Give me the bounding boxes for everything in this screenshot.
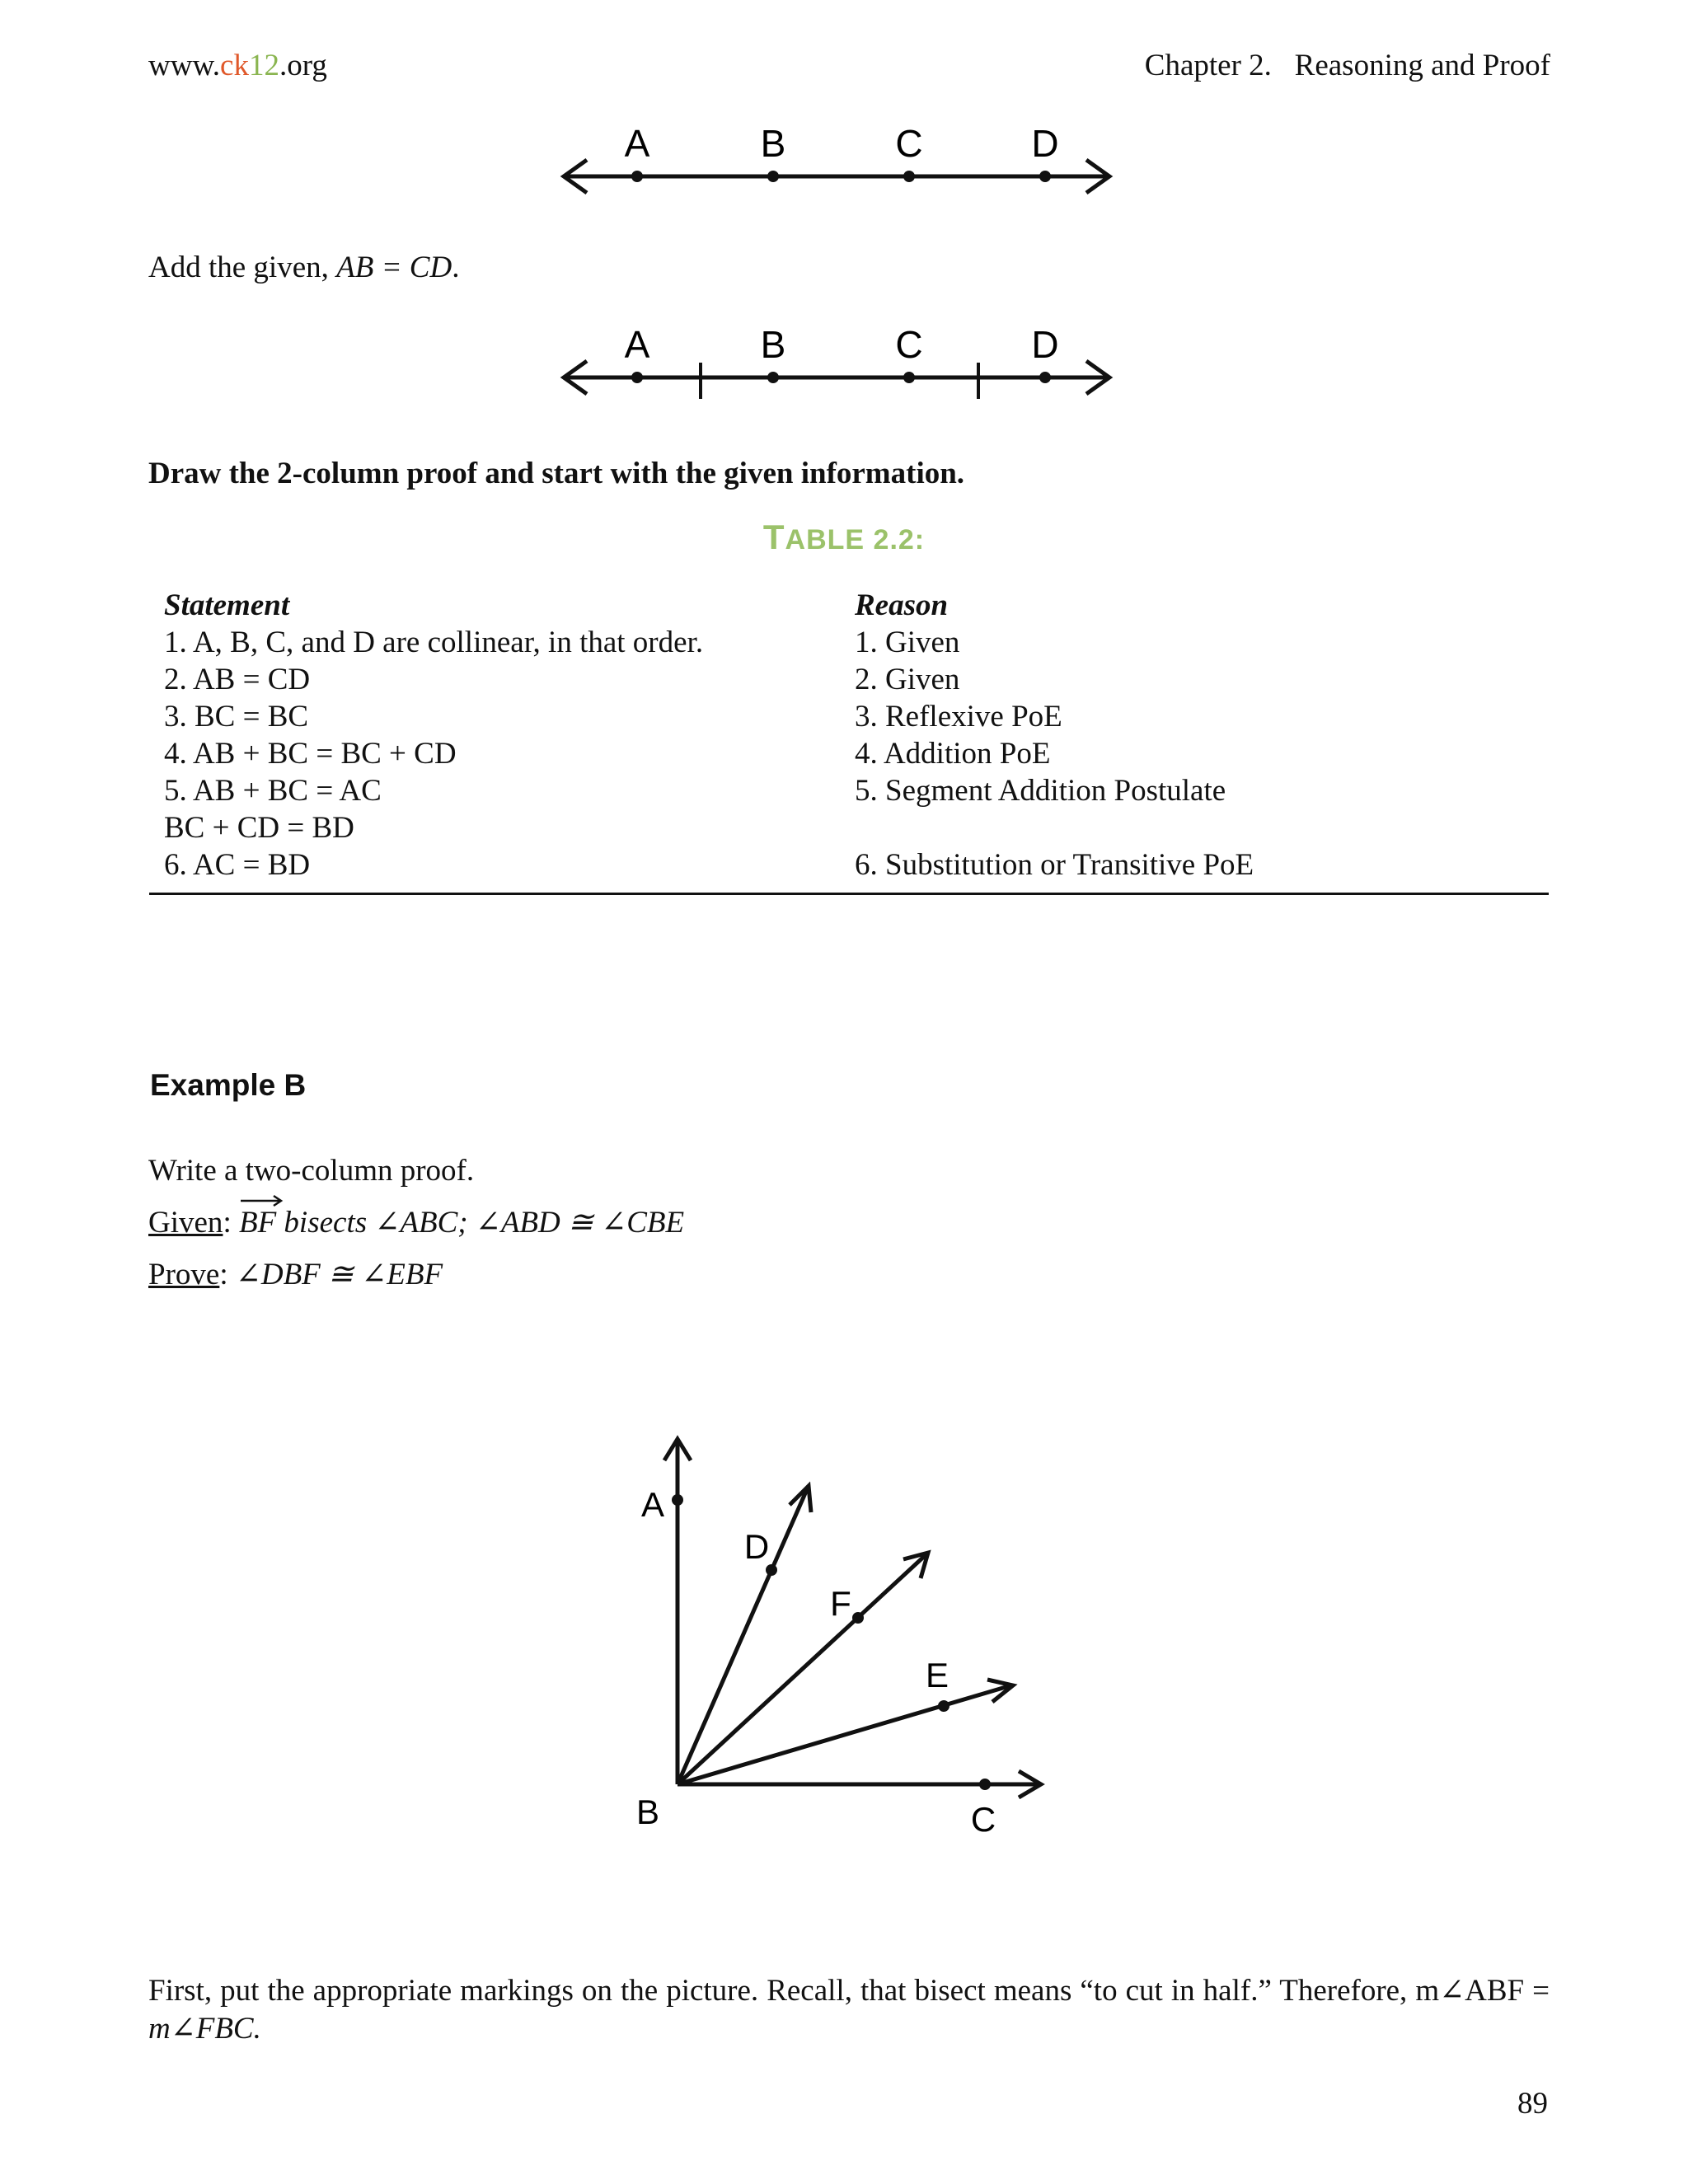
statement-row-3: 3. BC = BC	[164, 700, 309, 733]
reason-row-1: 1. Given	[855, 626, 960, 659]
intro-given-math: AB = CD	[336, 251, 452, 284]
site-url[interactable]	[148, 48, 327, 83]
label-c-2: C	[895, 323, 923, 366]
intro-given-suffix: .	[452, 251, 460, 284]
label-d-3: D	[743, 1527, 770, 1566]
table-title-first: T	[762, 518, 785, 556]
point-b-2	[767, 372, 779, 383]
angle-rays-figure	[610, 1418, 1071, 1846]
given-label: Given	[148, 1206, 223, 1240]
closing-line-1: First, put the appropriate markings on the picture. Recall, that bisect means “to cut in half.” Therefore, m∠ABF =	[148, 1974, 1550, 2008]
point-a-2	[631, 372, 643, 383]
ray-arrow-icon	[239, 1193, 284, 1209]
point-e-3	[938, 1700, 950, 1712]
point-c-2	[903, 372, 915, 383]
prove-label: Prove	[148, 1258, 220, 1291]
given-text: bisects ∠ABC; ∠ABD ≅ ∠CBE	[276, 1206, 685, 1240]
given-ray-text: BF	[238, 1206, 277, 1240]
page-number: 89	[1517, 2087, 1548, 2121]
point-d-3	[766, 1564, 777, 1576]
prove-colon: :	[219, 1258, 236, 1291]
label-b-2: B	[760, 323, 786, 366]
label-d-1: D	[1031, 122, 1059, 165]
reason-row-6: 6. Substitution or Transitive PoE	[855, 848, 1254, 882]
intro-given-prefix: Add the given,	[148, 251, 337, 284]
label-a-1: A	[624, 122, 650, 165]
example-b-prompt: Write a two-column proof.	[148, 1154, 475, 1188]
table-title-rest: ABLE 2.2:	[785, 524, 926, 555]
example-b-heading: Example B	[150, 1068, 307, 1102]
table-bottom-rule	[149, 893, 1549, 895]
reason-column	[855, 587, 1547, 883]
example-b-prove	[148, 1256, 443, 1294]
statement-row-5: 5. AB + BC = AC	[164, 774, 382, 808]
statement-row-2: 2. AB = CD	[164, 663, 311, 696]
point-c-3	[979, 1779, 991, 1790]
point-d-1	[1039, 171, 1051, 182]
chapter-header: Chapter 2. Reasoning and Proof	[1144, 49, 1550, 82]
reason-row-2: 2. Given	[855, 663, 960, 696]
label-d-2: D	[1031, 323, 1059, 366]
label-c-1: C	[895, 122, 923, 165]
point-a-3	[672, 1494, 683, 1506]
label-a-3: A	[640, 1485, 665, 1524]
table-title	[0, 518, 1688, 557]
given-colon: :	[223, 1206, 239, 1240]
closing-paragraph	[148, 1972, 1550, 2048]
statement-row-1: 1. A, B, C, and D are collinear, in that order.	[164, 626, 704, 659]
label-b-1: B	[760, 122, 786, 165]
reason-row-4: 4. Addition PoE	[855, 737, 1051, 771]
statement-column	[164, 587, 840, 883]
label-c-3: C	[970, 1800, 996, 1839]
point-b-1	[767, 171, 779, 182]
site-url-brand-12: 12	[248, 49, 279, 82]
prove-text: ∠DBF ≅ ∠EBF	[235, 1258, 443, 1291]
statement-row-6: 6. AC = BD	[164, 848, 311, 882]
number-line-figure-1	[552, 115, 1129, 206]
given-ray	[239, 1204, 276, 1242]
point-a-1	[631, 171, 643, 182]
site-url-prefix: www.	[148, 49, 221, 82]
closing-line-2: m∠FBC.	[148, 2012, 261, 2046]
reason-row-3: 3. Reflexive PoE	[855, 700, 1062, 733]
statement-row-4: 4. AB + BC = BC + CD	[164, 737, 457, 771]
site-url-suffix: .org	[279, 49, 327, 82]
example-b-given	[148, 1204, 684, 1242]
point-c-1	[903, 171, 915, 182]
label-e-3: E	[925, 1656, 950, 1694]
statement-header: Statement	[164, 588, 290, 622]
reason-row-5: 5. Segment Addition Postulate	[855, 774, 1226, 808]
point-d-2	[1039, 372, 1051, 383]
statement-row-5b: BC + CD = BD	[164, 811, 354, 845]
number-line-figure-2	[552, 316, 1129, 407]
intro-given-text	[148, 249, 459, 287]
label-b-3: B	[635, 1793, 660, 1831]
label-f-3: F	[830, 1584, 851, 1623]
reason-row-blank	[855, 809, 1547, 846]
proof-instruction: Draw the 2-column proof and start with the given information.	[148, 457, 965, 490]
site-url-brand-ck: ck	[220, 49, 249, 82]
point-f-3	[852, 1612, 864, 1624]
ray-bf	[678, 1554, 927, 1784]
ray-bd	[678, 1488, 808, 1784]
ray-be	[678, 1685, 1011, 1784]
reason-header: Reason	[855, 588, 949, 622]
label-a-2: A	[624, 323, 650, 366]
